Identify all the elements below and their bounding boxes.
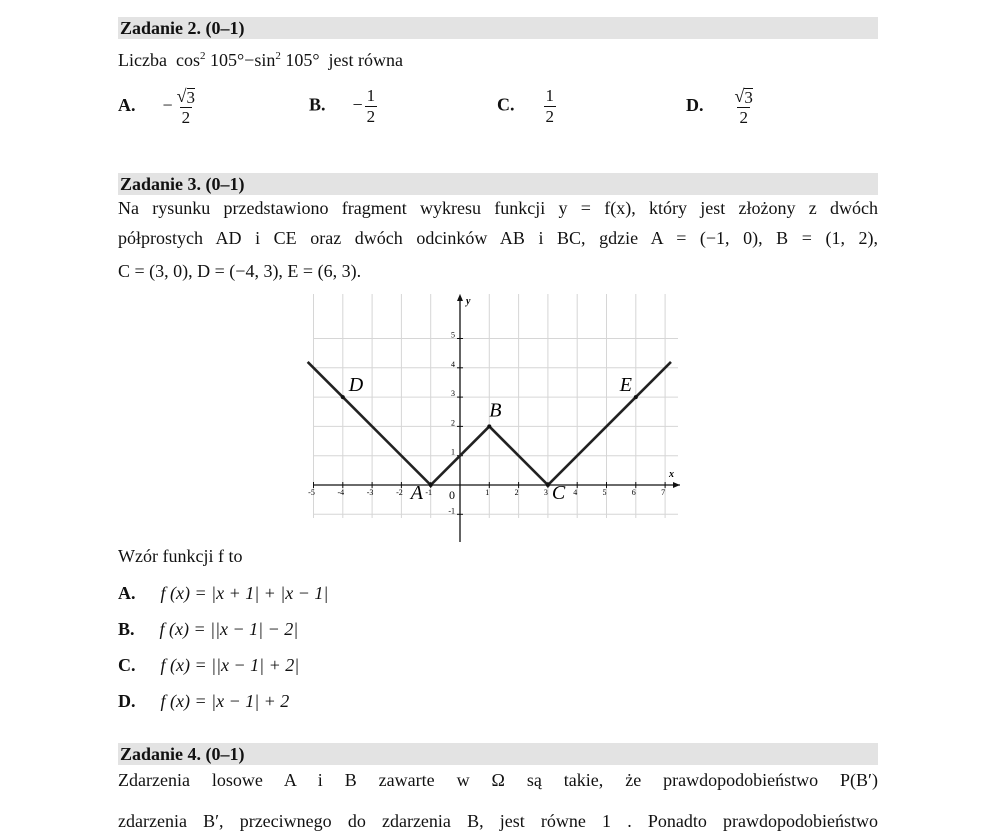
option-fraction [365, 86, 378, 127]
x-tick-label: -3 [366, 488, 374, 497]
x-tick-label: -4 [337, 488, 345, 497]
function-graph [300, 290, 690, 545]
x-tick-label: -1 [425, 488, 433, 497]
task2-sup-1: 2 [199, 50, 206, 62]
y-tick-label: 4 [451, 359, 455, 369]
option-sign: − [352, 94, 363, 115]
y-tick-label: 5 [451, 330, 455, 340]
y-tick-label: 2 [451, 418, 455, 428]
task2-option-b[interactable] [309, 86, 377, 127]
point-e-label: E [619, 374, 633, 397]
task2-question [118, 45, 403, 71]
x-axis-arrow [673, 482, 680, 488]
task2-minus: − [244, 50, 255, 70]
option-fraction: √ 3 2 [176, 86, 196, 127]
option-label: D. [686, 95, 704, 116]
y-tick-label: 1 [451, 447, 455, 457]
task2-sin: sin [254, 50, 276, 70]
option-numerator: 3 [744, 88, 753, 107]
answer-formula: f (x) = ||x − 1| + 2| [160, 655, 300, 675]
option-denominator: 2 [739, 108, 748, 127]
point-d-label: D [348, 374, 364, 397]
option-numerator: 1 [545, 86, 554, 105]
point-d-marker [341, 395, 345, 399]
task2-option-a[interactable] [118, 86, 197, 128]
task2-option-c[interactable] [497, 86, 556, 127]
x-tick-label: 1 [485, 488, 490, 497]
y-tick-label: -1 [448, 506, 455, 516]
x-tick-label: -5 [308, 488, 315, 497]
task3-line-1: Na rysunku przedstawiono fragment wykresu funkcji y = f(x), który jest złożony z dwóch [118, 198, 878, 218]
task2-angle-2: 105° [285, 50, 320, 70]
task3-answer-b[interactable] [118, 618, 298, 640]
task4-line-1: Zdarzenia losowe A i B zawarte w Ω są takie, że prawdopodobieństwo P(B′) [118, 770, 878, 790]
task3-answer-a[interactable] [118, 582, 328, 604]
x-tick-label: 6 [631, 488, 636, 497]
point-a-label: A [410, 482, 423, 504]
task3-line-3: C = (3, 0), D = (−4, 3), E = (6, 3). [118, 261, 362, 281]
x-tick-label: -2 [396, 488, 403, 497]
answer-formula: f (x) = ||x − 1| − 2| [159, 619, 299, 639]
point-b-marker [487, 424, 491, 428]
y-axis-label: y [466, 296, 471, 307]
point-b-label: B [489, 399, 502, 422]
task3-answer-c[interactable] [118, 654, 299, 676]
point-c-label: C [551, 482, 566, 504]
point-e-marker [634, 395, 638, 399]
option-fraction [544, 86, 557, 127]
answer-label: C. [118, 655, 136, 675]
task3-formula-intro: Wzór funkcji f to [118, 546, 243, 566]
y-axis-arrow [457, 294, 463, 301]
option-denominator: 2 [366, 107, 376, 126]
task2-q-prefix: Liczba [118, 50, 167, 70]
option-label: A. [118, 95, 136, 116]
task3-answer-d[interactable] [118, 690, 289, 712]
task2-cos: cos [175, 50, 200, 70]
option-fraction: √ 3 2 [734, 86, 753, 127]
option-denominator: 2 [181, 108, 191, 127]
option-sign: − [162, 95, 173, 116]
option-denominator: 2 [545, 107, 554, 126]
task2-q-suffix: jest równa [328, 50, 404, 70]
task2-angle-1: 105° [209, 50, 245, 70]
point-c-marker [546, 483, 550, 487]
option-label: C. [497, 94, 515, 115]
x-tick-label: 5 [602, 488, 607, 497]
task2-option-d[interactable] [686, 86, 755, 128]
x-tick-label: 0 [449, 488, 455, 502]
option-label: B. [309, 94, 326, 115]
answer-label: A. [118, 583, 136, 603]
answer-formula: f (x) = |x − 1| + 2 [160, 691, 290, 711]
answer-label: D. [118, 691, 136, 711]
x-tick-label: 2 [514, 488, 519, 497]
task3-line-2: półprostych AD i CE oraz dwóch odcinków AB i BC, gdzie A = (−1, 0), B = (1, 2), [118, 228, 878, 248]
answer-formula: f (x) = |x + 1| + |x − 1| [160, 583, 329, 603]
point-a-marker [429, 483, 433, 487]
x-tick-label: 7 [661, 488, 666, 497]
y-tick-label: 3 [451, 389, 455, 399]
task4-header: Zadanie 4. (0–1) [120, 744, 245, 764]
task2-sup-2: 2 [275, 50, 281, 62]
x-tick-label: 4 [573, 488, 578, 497]
task3-header: Zadanie 3. (0–1) [120, 174, 245, 194]
x-axis-label: x [669, 469, 674, 480]
task4-line-2: zdarzenia B′, przeciwnego do zdarzenia B, jest równe 1 . Ponadto prawdopodobieństwo [118, 811, 878, 831]
answer-label: B. [118, 619, 135, 639]
task2-header: Zadanie 2. (0–1) [120, 18, 245, 38]
x-tick-label: 3 [543, 488, 548, 497]
option-numerator: 3 [186, 88, 196, 107]
option-numerator: 1 [366, 86, 376, 105]
